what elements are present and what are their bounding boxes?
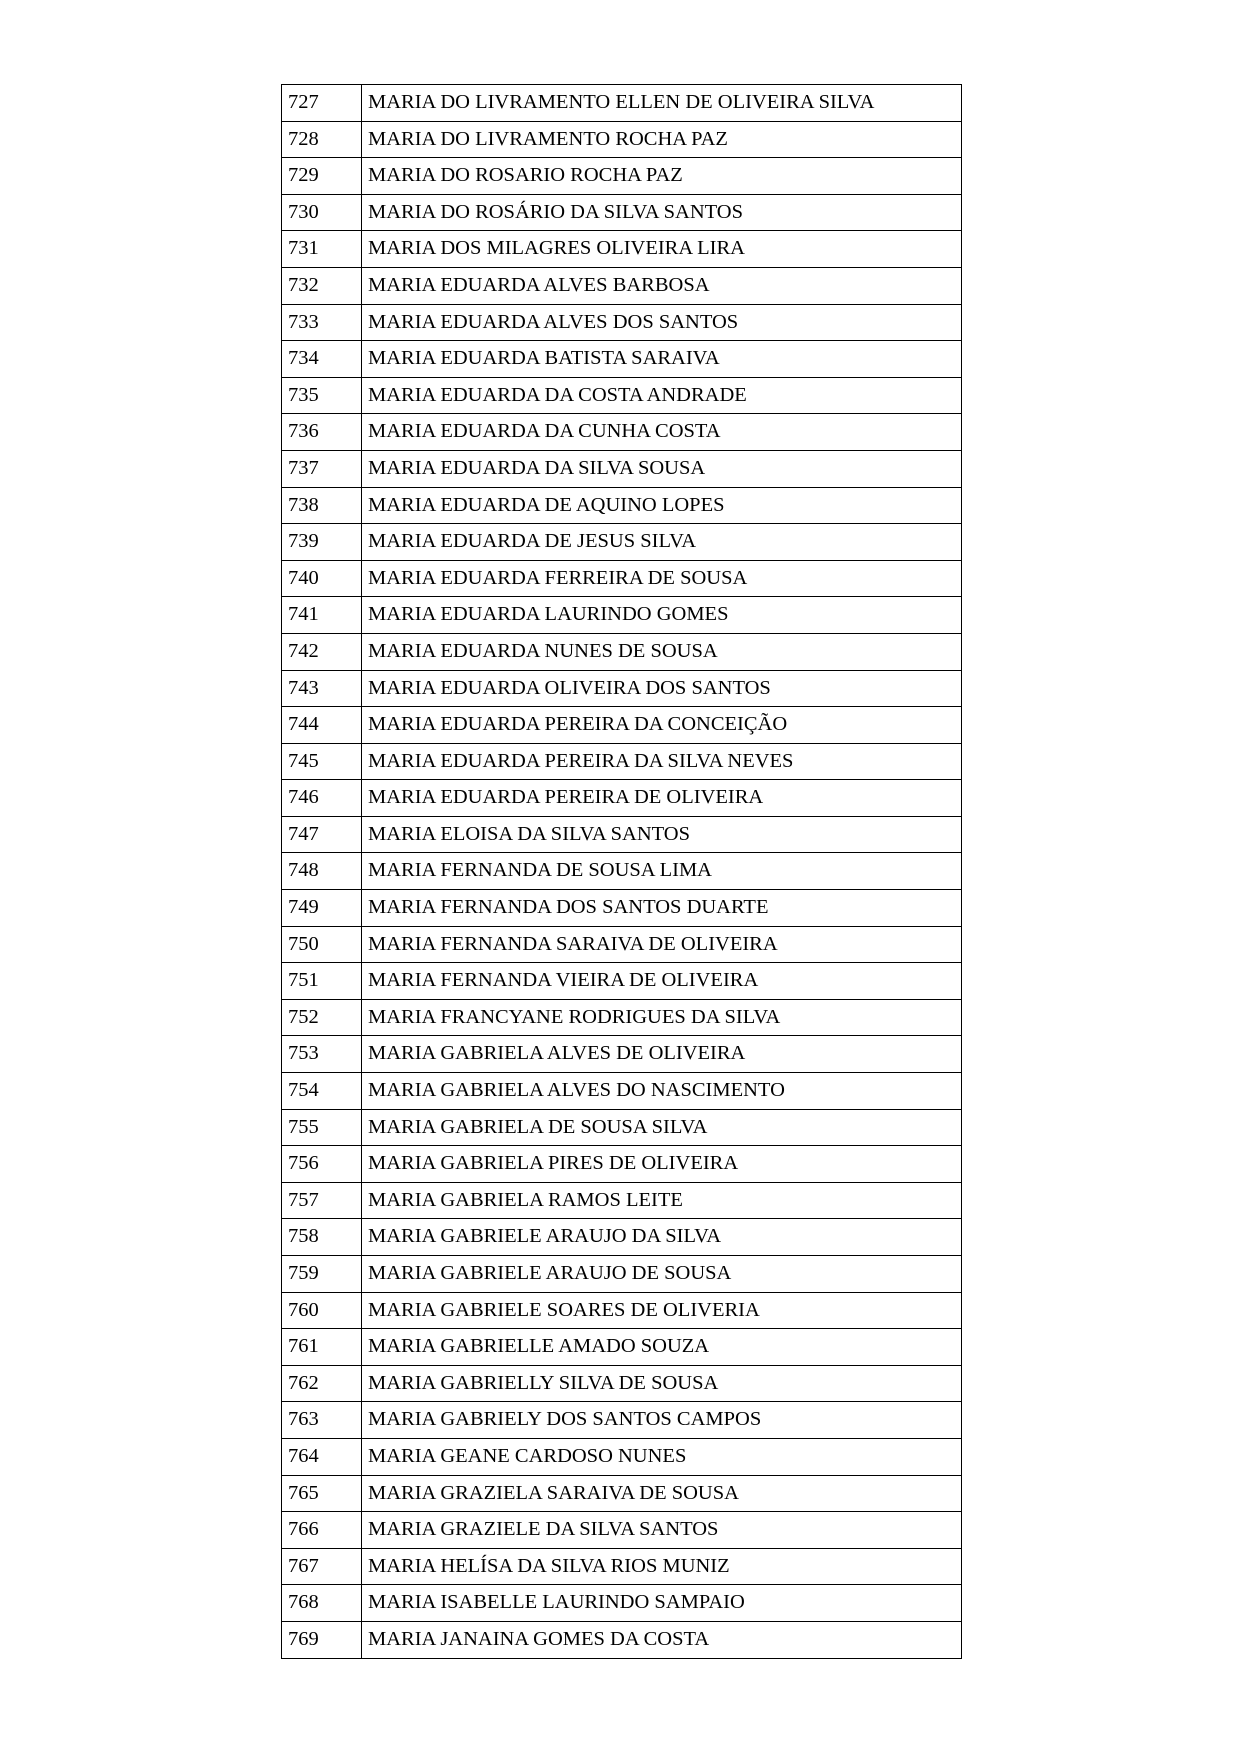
row-number: 734 [282, 341, 362, 378]
table-row [282, 304, 962, 341]
row-number: 769 [282, 1621, 362, 1658]
row-number: 754 [282, 1073, 362, 1110]
row-number: 739 [282, 524, 362, 561]
row-number: 733 [282, 304, 362, 341]
row-name: MARIA GABRIELA RAMOS LEITE [362, 1182, 962, 1219]
table-row [282, 1073, 962, 1110]
row-number: 764 [282, 1438, 362, 1475]
row-name: MARIA EDUARDA ALVES BARBOSA [362, 267, 962, 304]
table-row [282, 231, 962, 268]
row-number: 736 [282, 414, 362, 451]
table-row [282, 633, 962, 670]
row-number: 749 [282, 890, 362, 927]
row-name: MARIA EDUARDA BATISTA SARAIVA [362, 341, 962, 378]
row-name: MARIA EDUARDA PEREIRA DA SILVA NEVES [362, 743, 962, 780]
row-number: 732 [282, 267, 362, 304]
row-name: MARIA EDUARDA DE AQUINO LOPES [362, 487, 962, 524]
row-name: MARIA GABRIELY DOS SANTOS CAMPOS [362, 1402, 962, 1439]
row-name: MARIA FERNANDA DE SOUSA LIMA [362, 853, 962, 890]
table-row [282, 524, 962, 561]
table-row [282, 267, 962, 304]
row-number: 730 [282, 194, 362, 231]
row-number: 735 [282, 377, 362, 414]
table-row [282, 85, 962, 122]
row-number: 763 [282, 1402, 362, 1439]
row-number: 765 [282, 1475, 362, 1512]
table-row [282, 1512, 962, 1549]
row-number: 762 [282, 1365, 362, 1402]
table-row [282, 890, 962, 927]
table-row [282, 1292, 962, 1329]
row-name: MARIA EDUARDA OLIVEIRA DOS SANTOS [362, 670, 962, 707]
table-row [282, 743, 962, 780]
table-row [282, 1146, 962, 1183]
names-table [281, 84, 962, 1659]
row-name: MARIA ISABELLE LAURINDO SAMPAIO [362, 1585, 962, 1622]
row-number: 738 [282, 487, 362, 524]
table-row [282, 1182, 962, 1219]
row-number: 737 [282, 450, 362, 487]
row-number: 766 [282, 1512, 362, 1549]
table-row [282, 414, 962, 451]
table-row [282, 1548, 962, 1585]
table-row [282, 670, 962, 707]
row-name: MARIA HELÍSA DA SILVA RIOS MUNIZ [362, 1548, 962, 1585]
table-row [282, 1329, 962, 1366]
row-name: MARIA DO LIVRAMENTO ROCHA PAZ [362, 121, 962, 158]
row-number: 753 [282, 1036, 362, 1073]
table-row [282, 121, 962, 158]
names-table-body [282, 85, 962, 1659]
row-name: MARIA ELOISA DA SILVA SANTOS [362, 816, 962, 853]
table-row [282, 1219, 962, 1256]
row-name: MARIA GRAZIELE DA SILVA SANTOS [362, 1512, 962, 1549]
table-row [282, 1036, 962, 1073]
row-name: MARIA FERNANDA SARAIVA DE OLIVEIRA [362, 926, 962, 963]
table-row [282, 597, 962, 634]
table-row [282, 487, 962, 524]
row-number: 743 [282, 670, 362, 707]
row-name: MARIA EDUARDA DE JESUS SILVA [362, 524, 962, 561]
row-number: 757 [282, 1182, 362, 1219]
row-name: MARIA JANAINA GOMES DA COSTA [362, 1621, 962, 1658]
row-name: MARIA EDUARDA NUNES DE SOUSA [362, 633, 962, 670]
table-row [282, 816, 962, 853]
row-name: MARIA DOS MILAGRES OLIVEIRA LIRA [362, 231, 962, 268]
row-number: 729 [282, 158, 362, 195]
row-number: 746 [282, 780, 362, 817]
row-number: 760 [282, 1292, 362, 1329]
row-name: MARIA EDUARDA LAURINDO GOMES [362, 597, 962, 634]
table-row [282, 1256, 962, 1293]
table-row [282, 1109, 962, 1146]
table-row [282, 1402, 962, 1439]
row-number: 741 [282, 597, 362, 634]
row-name: MARIA FERNANDA VIEIRA DE OLIVEIRA [362, 963, 962, 1000]
row-name: MARIA GABRIELA ALVES DE OLIVEIRA [362, 1036, 962, 1073]
row-name: MARIA GABRIELA DE SOUSA SILVA [362, 1109, 962, 1146]
row-number: 756 [282, 1146, 362, 1183]
row-number: 759 [282, 1256, 362, 1293]
row-name: MARIA EDUARDA DA COSTA ANDRADE [362, 377, 962, 414]
table-row [282, 1438, 962, 1475]
table-row [282, 780, 962, 817]
row-number: 727 [282, 85, 362, 122]
row-number: 758 [282, 1219, 362, 1256]
row-name: MARIA DO ROSÁRIO DA SILVA SANTOS [362, 194, 962, 231]
table-row [282, 450, 962, 487]
table-row [282, 560, 962, 597]
row-number: 728 [282, 121, 362, 158]
table-row [282, 999, 962, 1036]
table-row [282, 1585, 962, 1622]
row-number: 768 [282, 1585, 362, 1622]
row-name: MARIA EDUARDA DA SILVA SOUSA [362, 450, 962, 487]
row-number: 742 [282, 633, 362, 670]
table-row [282, 341, 962, 378]
row-name: MARIA EDUARDA FERREIRA DE SOUSA [362, 560, 962, 597]
table-row [282, 926, 962, 963]
row-number: 767 [282, 1548, 362, 1585]
row-name: MARIA GABRIELA PIRES DE OLIVEIRA [362, 1146, 962, 1183]
row-number: 755 [282, 1109, 362, 1146]
table-row [282, 1475, 962, 1512]
row-name: MARIA GABRIELLY SILVA DE SOUSA [362, 1365, 962, 1402]
table-row [282, 377, 962, 414]
row-name: MARIA GRAZIELA SARAIVA DE SOUSA [362, 1475, 962, 1512]
row-name: MARIA EDUARDA PEREIRA DE OLIVEIRA [362, 780, 962, 817]
row-number: 748 [282, 853, 362, 890]
row-name: MARIA FRANCYANE RODRIGUES DA SILVA [362, 999, 962, 1036]
table-row [282, 963, 962, 1000]
row-number: 744 [282, 707, 362, 744]
row-name: MARIA GABRIELE SOARES DE OLIVERIA [362, 1292, 962, 1329]
row-name: MARIA GEANE CARDOSO NUNES [362, 1438, 962, 1475]
row-name: MARIA GABRIELA ALVES DO NASCIMENTO [362, 1073, 962, 1110]
row-name: MARIA FERNANDA DOS SANTOS DUARTE [362, 890, 962, 927]
row-name: MARIA GABRIELE ARAUJO DE SOUSA [362, 1256, 962, 1293]
row-name: MARIA EDUARDA DA CUNHA COSTA [362, 414, 962, 451]
row-number: 761 [282, 1329, 362, 1366]
row-number: 745 [282, 743, 362, 780]
row-number: 731 [282, 231, 362, 268]
table-row [282, 853, 962, 890]
table-row [282, 1621, 962, 1658]
row-number: 750 [282, 926, 362, 963]
row-name: MARIA EDUARDA ALVES DOS SANTOS [362, 304, 962, 341]
table-row [282, 1365, 962, 1402]
row-name: MARIA GABRIELLE AMADO SOUZA [362, 1329, 962, 1366]
row-number: 751 [282, 963, 362, 1000]
row-number: 752 [282, 999, 362, 1036]
row-name: MARIA DO LIVRAMENTO ELLEN DE OLIVEIRA SILVA [362, 85, 962, 122]
table-row [282, 158, 962, 195]
row-number: 747 [282, 816, 362, 853]
table-row [282, 707, 962, 744]
row-name: MARIA GABRIELE ARAUJO DA SILVA [362, 1219, 962, 1256]
table-row [282, 194, 962, 231]
row-name: MARIA DO ROSARIO ROCHA PAZ [362, 158, 962, 195]
row-number: 740 [282, 560, 362, 597]
row-name: MARIA EDUARDA PEREIRA DA CONCEIÇÃO [362, 707, 962, 744]
